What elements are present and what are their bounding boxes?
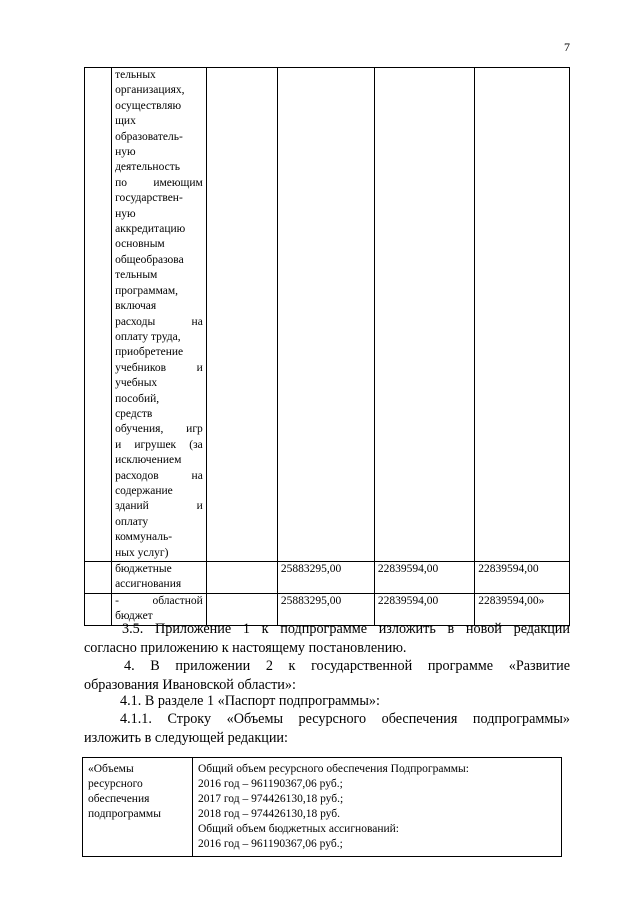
description-line: коммуналь-: [115, 531, 173, 544]
paragraph-line: 4.1.1. Строку «Объемы ресурсного обеспечения подпрограммы»: [120, 711, 570, 727]
value-2018: 22839594,00: [475, 562, 570, 594]
description-line: программам,: [115, 284, 179, 297]
passport-value-line: 2016 год – 961190367,06 руб.;: [198, 778, 343, 790]
passport-label-line: обеспечения: [88, 793, 150, 805]
paragraph-4: [84, 657, 570, 694]
passport-label-cell: [83, 758, 193, 857]
table-cell-empty: [85, 68, 112, 562]
description-line: образователь-: [115, 130, 183, 143]
table-cell-empty: [85, 562, 112, 594]
passport-value-line: Общий объем бюджетных ассигнований:: [198, 823, 399, 835]
paragraph-line: 4.1. В разделе 1 «Паспорт подпрограммы»:: [120, 693, 380, 709]
description-line: учебников и: [115, 361, 203, 374]
description-line: щих: [115, 115, 136, 128]
table-cell-empty: [374, 68, 474, 562]
passport-value-line: 2016 год – 961190367,06 руб.;: [198, 838, 343, 850]
paragraph-line: 3.5. Приложение 1 к подпрограмме изложить в новой редакции: [122, 621, 570, 637]
description-line: расходов на: [115, 469, 203, 482]
description-line: приобретение: [115, 346, 184, 359]
passport-label-line: «Объемы: [88, 763, 134, 775]
description-line: обучения, игр: [115, 423, 203, 436]
description-line: основным: [115, 238, 165, 251]
description-line: исключением: [115, 454, 182, 467]
description-line: осуществляю: [115, 99, 182, 112]
description-line: тельным: [115, 269, 158, 282]
paragraph-line: согласно приложению к настоящему постановлению.: [84, 639, 407, 656]
description-line: общеобразова: [115, 253, 184, 266]
row-label-cell: [112, 562, 207, 594]
value-2016: 25883295,00: [277, 593, 374, 625]
table-cell-empty: [475, 68, 570, 562]
description-line: ную: [115, 146, 136, 159]
description-line: оплату труда,: [115, 330, 181, 343]
description-line: учебных: [115, 377, 158, 390]
table-cell-empty: [206, 562, 277, 594]
description-line: организациях,: [115, 84, 185, 97]
table-cell-empty: [277, 68, 374, 562]
table-row: [83, 758, 562, 857]
value-2018: 22839594,00»: [475, 593, 570, 625]
paragraph-3-5: [84, 620, 570, 657]
passport-value-line: Общий объем ресурсного обеспечения Подпрограммы:: [198, 763, 469, 775]
budget-table: [84, 67, 570, 626]
description-line: включая: [115, 300, 157, 313]
description-line: по имеющим: [115, 176, 203, 189]
paragraph-4-1-1: [84, 710, 570, 747]
description-line: ных услуг): [115, 546, 169, 559]
description-line: и игрушек (за: [115, 438, 203, 451]
row-label-line: ассигнования: [115, 578, 182, 591]
value-2016: 25883295,00: [277, 562, 374, 594]
description-line: зданий и: [115, 500, 203, 513]
row-label-line: бюджет: [115, 610, 153, 623]
passport-label-line: подпрограммы: [88, 808, 161, 820]
description-line: аккредитацию: [115, 223, 186, 236]
passport-table: [82, 757, 562, 857]
description-line: ную: [115, 207, 136, 220]
passport-value-line: 2018 год – 974426130,18 руб.: [198, 808, 340, 820]
paragraph-line: образования Ивановской области»:: [84, 676, 296, 693]
description-line: тельных: [115, 69, 156, 81]
value-2017: 22839594,00: [374, 562, 474, 594]
description-line: деятельность: [115, 161, 180, 174]
page-number: 7: [564, 40, 570, 54]
table-cell-empty: [206, 68, 277, 562]
paragraph-4-1: [84, 692, 570, 711]
passport-label-line: ресурсного: [88, 778, 143, 790]
row-label-line: бюджетные: [115, 563, 172, 575]
table-row-description: [85, 68, 570, 562]
paragraph-line: изложить в следующей редакции:: [84, 729, 288, 746]
description-line: государствен-: [115, 192, 183, 205]
row-label-line: - областной: [115, 594, 203, 607]
description-line: пособий,: [115, 392, 160, 405]
table-row-budget: [85, 562, 570, 594]
passport-value-cell: [193, 758, 562, 857]
description-cell: [112, 68, 207, 562]
value-2017: 22839594,00: [374, 593, 474, 625]
paragraph-line: 4. В приложении 2 к государственной программе «Развитие: [124, 658, 570, 674]
description-line: средств: [115, 407, 153, 420]
passport-value-line: 2017 год – 974426130,18 руб.;: [198, 793, 344, 805]
description-line: расходы на: [115, 315, 203, 328]
description-line: содержание: [115, 484, 173, 497]
description-line: оплату: [115, 515, 149, 528]
